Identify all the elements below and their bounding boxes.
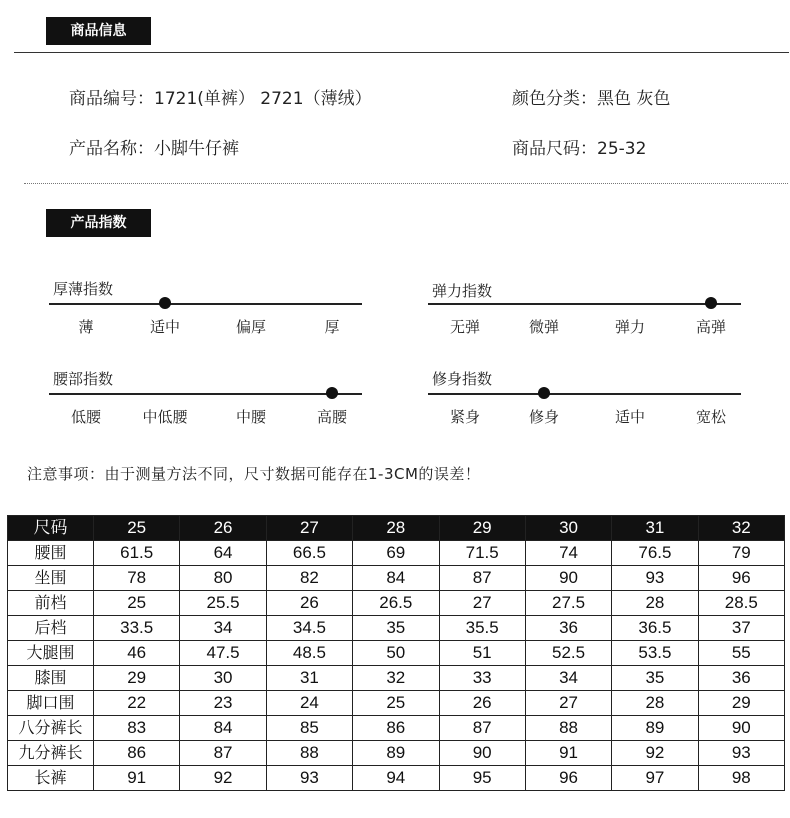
table-cell: 86 xyxy=(94,741,180,766)
table-cell: 22 xyxy=(94,691,180,716)
size-table xyxy=(7,515,785,791)
table-cell: 30 xyxy=(180,666,266,691)
table-cell: 66.5 xyxy=(266,541,352,566)
table-header-cell: 26 xyxy=(180,516,266,541)
table-cell: 84 xyxy=(180,716,266,741)
thickness-option: 偏厚 xyxy=(235,318,267,336)
table-row-label: 腰围 xyxy=(8,541,94,566)
fit-index-line xyxy=(428,393,741,395)
table-row-label: 膝围 xyxy=(8,666,94,691)
table-cell: 91 xyxy=(94,766,180,791)
table-cell: 23 xyxy=(180,691,266,716)
table-cell: 26 xyxy=(266,591,352,616)
table-cell: 89 xyxy=(612,716,698,741)
table-row xyxy=(8,616,785,641)
table-cell: 93 xyxy=(698,741,784,766)
table-cell: 28 xyxy=(612,691,698,716)
table-cell: 31 xyxy=(266,666,352,691)
product-info-divider xyxy=(14,52,789,53)
table-cell: 34 xyxy=(180,616,266,641)
table-cell: 35.5 xyxy=(439,616,525,641)
table-cell: 27.5 xyxy=(525,591,611,616)
table-header-cell: 31 xyxy=(612,516,698,541)
table-row xyxy=(8,741,785,766)
table-cell: 36 xyxy=(525,616,611,641)
table-row xyxy=(8,666,785,691)
waist-option: 中低腰 xyxy=(142,408,188,426)
table-cell: 46 xyxy=(94,641,180,666)
table-row xyxy=(8,591,785,616)
product-name-label: 产品名称： xyxy=(69,139,154,159)
measurement-note: 注意事项：由于测量方法不同，尺寸数据可能存在1-3CM的误差！ xyxy=(27,465,481,483)
table-cell: 48.5 xyxy=(266,641,352,666)
product-name xyxy=(69,134,239,159)
table-cell: 82 xyxy=(266,566,352,591)
table-row-label: 九分裤长 xyxy=(8,741,94,766)
table-cell: 25.5 xyxy=(180,591,266,616)
elasticity-option: 微弹 xyxy=(528,318,560,336)
table-cell: 29 xyxy=(94,666,180,691)
table-header-label: 尺码 xyxy=(8,516,94,541)
table-cell: 90 xyxy=(698,716,784,741)
product-size-label: 商品尺码： xyxy=(512,139,597,159)
table-row xyxy=(8,716,785,741)
size-table-body xyxy=(8,516,785,791)
table-cell: 71.5 xyxy=(439,541,525,566)
thickness-index-marker xyxy=(159,297,171,309)
product-size xyxy=(512,134,646,159)
table-cell: 36.5 xyxy=(612,616,698,641)
table-cell: 50 xyxy=(353,641,439,666)
fit-option: 宽松 xyxy=(695,408,727,426)
table-cell: 69 xyxy=(353,541,439,566)
table-header-row xyxy=(8,516,785,541)
table-cell: 87 xyxy=(439,566,525,591)
color-category-value: 黑色 灰色 xyxy=(597,89,671,109)
product-code xyxy=(69,84,372,109)
table-cell: 36 xyxy=(698,666,784,691)
table-cell: 98 xyxy=(698,766,784,791)
table-cell: 92 xyxy=(612,741,698,766)
waist-option: 中腰 xyxy=(235,408,267,426)
table-cell: 93 xyxy=(266,766,352,791)
table-row-label: 八分裤长 xyxy=(8,716,94,741)
product-name-value: 小脚牛仔裤 xyxy=(154,139,239,159)
fit-option: 修身 xyxy=(528,408,560,426)
table-row-label: 后档 xyxy=(8,616,94,641)
table-cell: 83 xyxy=(94,716,180,741)
table-row xyxy=(8,691,785,716)
table-cell: 90 xyxy=(525,566,611,591)
table-header-cell: 29 xyxy=(439,516,525,541)
thickness-option: 薄 xyxy=(78,318,94,336)
table-row-label: 长裤 xyxy=(8,766,94,791)
table-cell: 27 xyxy=(525,691,611,716)
table-cell: 64 xyxy=(180,541,266,566)
table-cell: 87 xyxy=(439,716,525,741)
table-cell: 47.5 xyxy=(180,641,266,666)
table-cell: 24 xyxy=(266,691,352,716)
table-cell: 92 xyxy=(180,766,266,791)
table-cell: 52.5 xyxy=(525,641,611,666)
table-row-label: 前档 xyxy=(8,591,94,616)
table-cell: 88 xyxy=(266,741,352,766)
table-cell: 91 xyxy=(525,741,611,766)
table-row-label: 脚口围 xyxy=(8,691,94,716)
table-cell: 96 xyxy=(525,766,611,791)
info-dotted-divider xyxy=(24,183,788,184)
elasticity-index-title: 弹力指数 xyxy=(432,282,493,300)
table-cell: 95 xyxy=(439,766,525,791)
table-cell: 88 xyxy=(525,716,611,741)
table-cell: 28 xyxy=(612,591,698,616)
fit-index-marker xyxy=(538,387,550,399)
product-size-value: 25-32 xyxy=(597,139,647,159)
table-cell: 93 xyxy=(612,566,698,591)
table-row xyxy=(8,566,785,591)
elasticity-index-marker xyxy=(705,297,717,309)
table-cell: 37 xyxy=(698,616,784,641)
table-cell: 25 xyxy=(94,591,180,616)
table-row-label: 坐围 xyxy=(8,566,94,591)
thickness-option: 厚 xyxy=(324,318,340,336)
waist-option: 高腰 xyxy=(316,408,348,426)
table-cell: 26 xyxy=(439,691,525,716)
table-cell: 84 xyxy=(353,566,439,591)
waist-index-title: 腰部指数 xyxy=(53,370,114,388)
elasticity-option: 高弹 xyxy=(695,318,727,336)
product-code-value: 1721(单裤） 2721（薄绒） xyxy=(154,89,372,109)
table-cell: 33 xyxy=(439,666,525,691)
table-row xyxy=(8,541,785,566)
table-cell: 33.5 xyxy=(94,616,180,641)
table-cell: 80 xyxy=(180,566,266,591)
elasticity-index-line xyxy=(428,303,741,305)
table-cell: 34.5 xyxy=(266,616,352,641)
table-header-cell: 30 xyxy=(525,516,611,541)
table-cell: 28.5 xyxy=(698,591,784,616)
color-category xyxy=(512,84,670,109)
product-index-tag: 产品指数 xyxy=(46,209,151,237)
elasticity-option: 无弹 xyxy=(449,318,481,336)
product-info-tag: 商品信息 xyxy=(46,17,151,45)
table-cell: 94 xyxy=(353,766,439,791)
table-cell: 29 xyxy=(698,691,784,716)
thickness-index-line xyxy=(49,303,362,305)
table-cell: 74 xyxy=(525,541,611,566)
table-cell: 76.5 xyxy=(612,541,698,566)
table-cell: 96 xyxy=(698,566,784,591)
color-category-label: 颜色分类： xyxy=(512,89,597,109)
table-cell: 86 xyxy=(353,716,439,741)
table-row-label: 大腿围 xyxy=(8,641,94,666)
elasticity-option: 弹力 xyxy=(614,318,646,336)
waist-option: 低腰 xyxy=(70,408,102,426)
table-cell: 61.5 xyxy=(94,541,180,566)
table-cell: 35 xyxy=(612,666,698,691)
table-cell: 78 xyxy=(94,566,180,591)
table-cell: 89 xyxy=(353,741,439,766)
table-row xyxy=(8,641,785,666)
fit-option: 适中 xyxy=(614,408,646,426)
table-cell: 87 xyxy=(180,741,266,766)
thickness-index-title: 厚薄指数 xyxy=(53,280,114,298)
fit-option: 紧身 xyxy=(449,408,481,426)
table-cell: 97 xyxy=(612,766,698,791)
waist-index-marker xyxy=(326,387,338,399)
fit-index-title: 修身指数 xyxy=(432,370,493,388)
product-code-label: 商品编号： xyxy=(69,89,154,109)
table-header-cell: 28 xyxy=(353,516,439,541)
table-cell: 27 xyxy=(439,591,525,616)
table-cell: 25 xyxy=(353,691,439,716)
table-cell: 53.5 xyxy=(612,641,698,666)
table-cell: 51 xyxy=(439,641,525,666)
table-header-cell: 27 xyxy=(266,516,352,541)
table-cell: 32 xyxy=(353,666,439,691)
table-cell: 85 xyxy=(266,716,352,741)
table-cell: 34 xyxy=(525,666,611,691)
table-header-cell: 25 xyxy=(94,516,180,541)
table-row xyxy=(8,766,785,791)
table-cell: 35 xyxy=(353,616,439,641)
table-cell: 79 xyxy=(698,541,784,566)
table-cell: 90 xyxy=(439,741,525,766)
table-cell: 55 xyxy=(698,641,784,666)
table-header-cell: 32 xyxy=(698,516,784,541)
thickness-option: 适中 xyxy=(149,318,181,336)
waist-index-line xyxy=(49,393,362,395)
table-cell: 26.5 xyxy=(353,591,439,616)
